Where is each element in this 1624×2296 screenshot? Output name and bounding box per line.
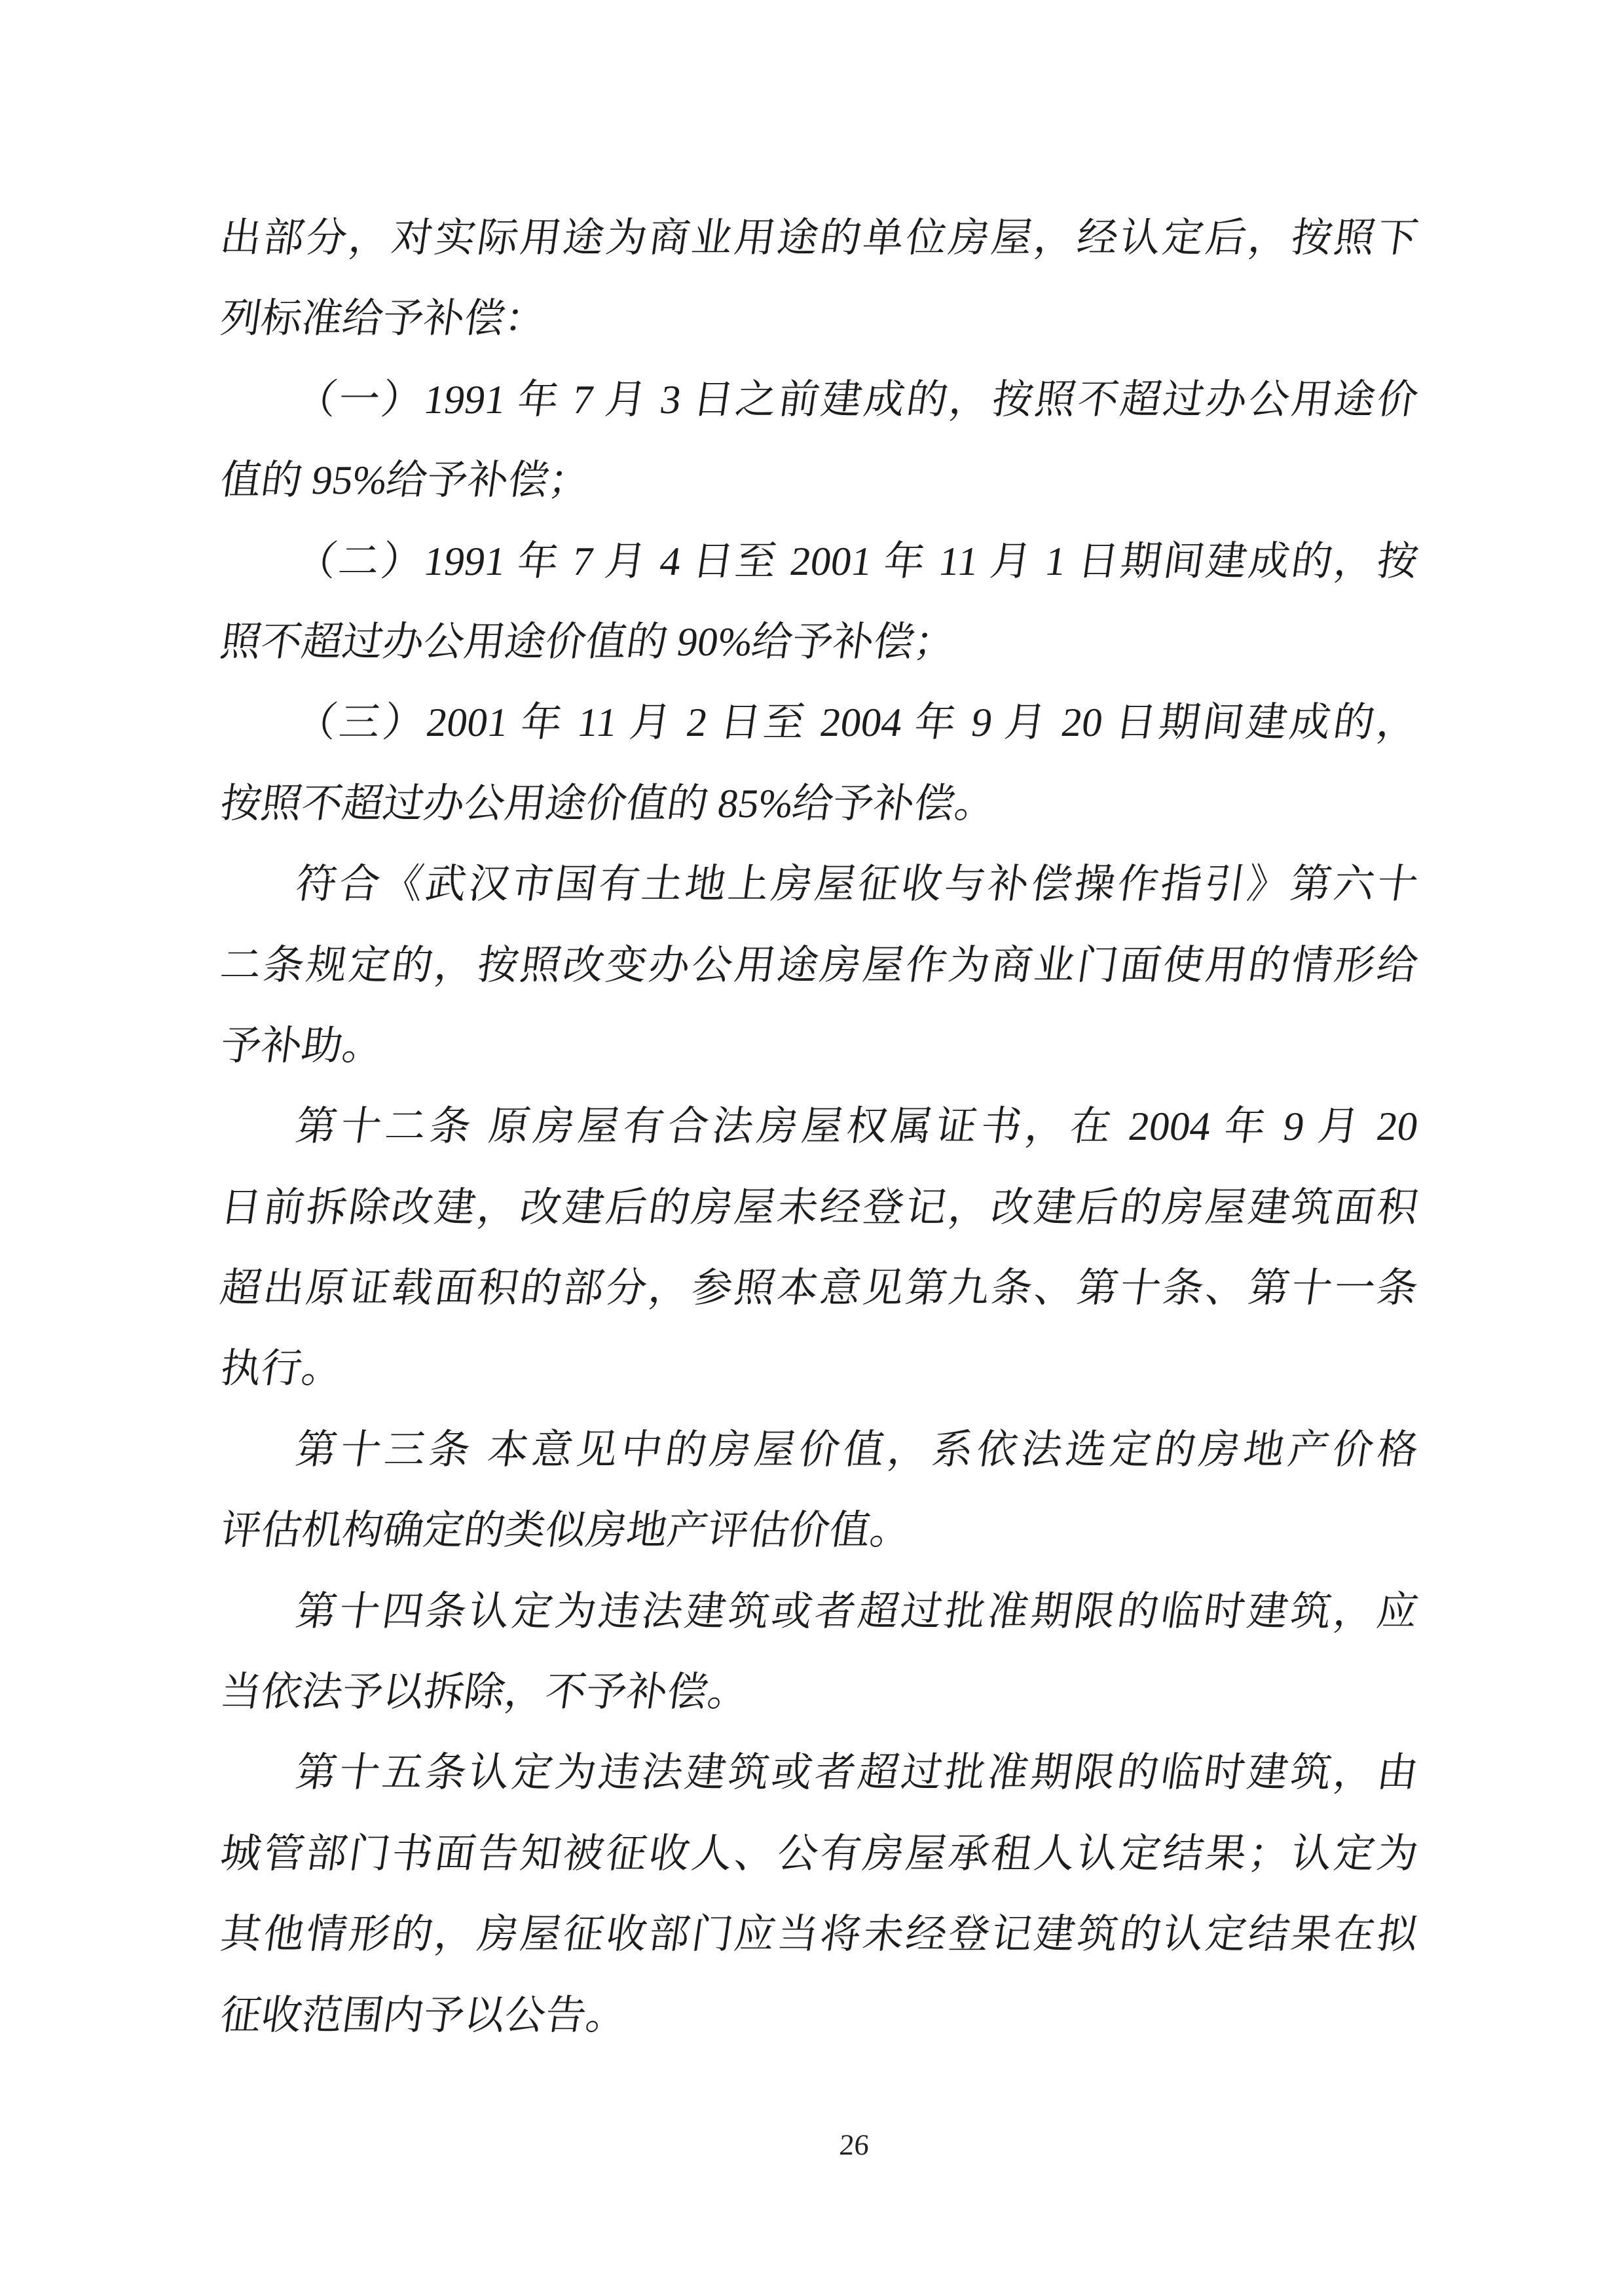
text-line: （三）2001 年 11 月 2 日至 2004 年 9 月 20 日期间建成的， [293, 701, 1421, 746]
text-line: 第十四条认定为违法建筑或者超过批准期限的临时建筑，应 [293, 1589, 1421, 1634]
text-line: 予补助。 [217, 1023, 386, 1068]
text-line: 第十三条 本意见中的房屋价值，系依法选定的房地产价格 [293, 1427, 1421, 1472]
text-line: 日前拆除改建，改建后的房屋未经登记，改建后的房屋建筑面积 [217, 1185, 1421, 1230]
text-line: 列标准给予补偿： [217, 297, 549, 342]
text-line: 超出原证载面积的部分，参照本意见第九条、第十条、第十一条 [217, 1266, 1421, 1311]
text-line: 二条规定的，按照改变办公用途房屋作为商业门面使用的情形给 [217, 943, 1421, 988]
text-line: （二）1991 年 7 月 4 日至 2001 年 11 月 1 日期间建成的，按 [293, 539, 1421, 584]
text-line: 出部分，对实际用途为商业用途的单位房屋，经认定后，按照下 [217, 216, 1421, 261]
text-line: 执行。 [217, 1347, 346, 1392]
text-line: 当依法予以拆除，不予补偿。 [217, 1670, 752, 1715]
text-line: 征收范围内予以公告。 [217, 1993, 630, 2038]
text-line: 按照不超过办公用途价值的 85%给予补偿。 [217, 781, 999, 826]
text-line: 第十五条认定为违法建筑或者超过批准期限的临时建筑，由 [293, 1751, 1421, 1796]
text-line: （一）1991 年 7 月 3 日之前建成的，按照不超过办公用途价 [293, 377, 1421, 422]
text-line: 城管部门书面告知被征收人、公有房屋承租人认定结果；认定为 [217, 1831, 1421, 1876]
text-line: 值的 95%给予补偿； [217, 458, 593, 503]
text-line: 照不超过办公用途价值的 90%给予补偿； [217, 619, 959, 665]
page-number: 26 [838, 2128, 870, 2161]
document-body [217, 198, 1421, 2056]
text-line: 其他情形的，房屋征收部门应当将未经登记建筑的认定结果在拟 [217, 1912, 1421, 1958]
text-line: 第十二条 原房屋有合法房屋权属证书，在 2004 年 9 月 20 [293, 1104, 1421, 1150]
text-line: 评估机构确定的类似房地产评估价值。 [217, 1508, 914, 1554]
text-line: 符合《武汉市国有土地上房屋征收与补偿操作指引》第六十 [293, 862, 1421, 907]
